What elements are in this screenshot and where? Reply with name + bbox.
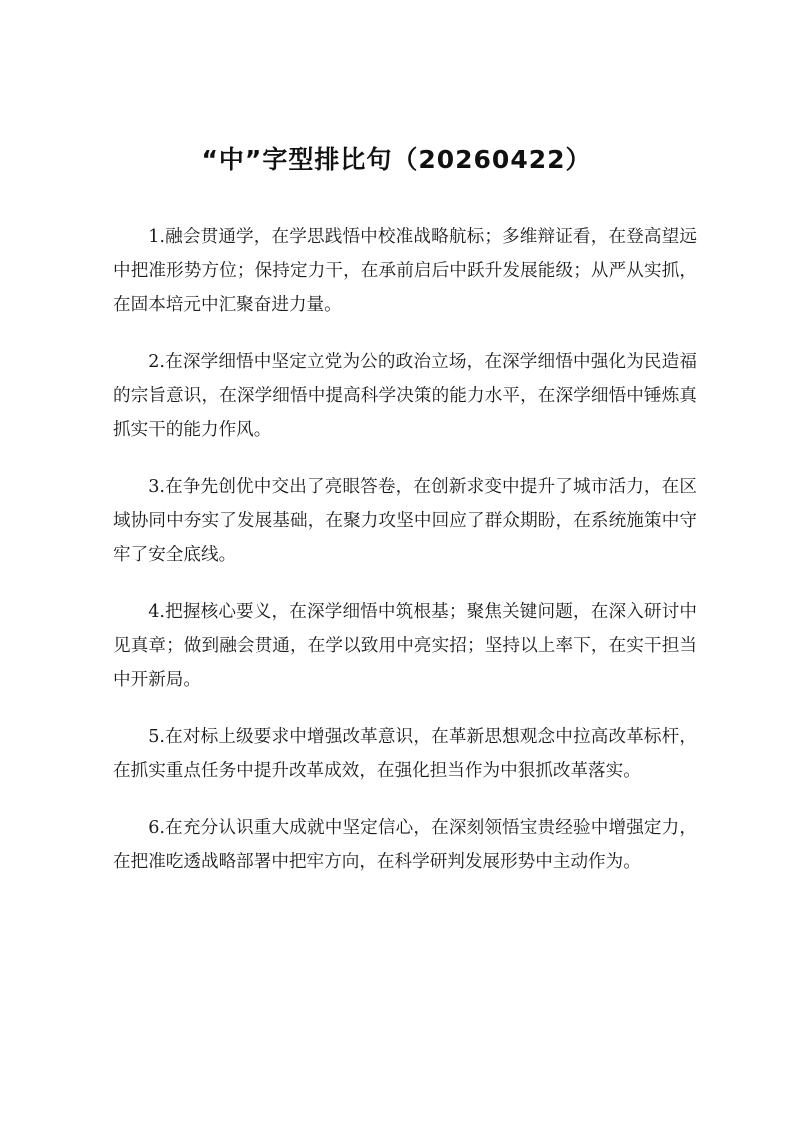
document-title: “中”字型排比句（20260422） bbox=[201, 145, 592, 174]
document-body bbox=[113, 220, 697, 902]
paragraph-5: 5.在对标上级要求中增强改革意识，在革新思想观念中拉高改革标杆，在抓实重点任务中提升改革成效，在强化担当作为中狠抓改革落实。 bbox=[113, 727, 697, 781]
paragraph-3: 3.在争先创优中交出了亮眼答卷，在创新求变中提升了城市活力，在区域协同中夯实了发展基础，在聚力攻坚中回应了群众期盼，在系统施策中守牢了安全底线。 bbox=[113, 477, 697, 565]
paragraph-2: 2.在深学细悟中坚定立党为公的政治立场，在深学细悟中强化为民造福的宗旨意识，在深学细悟中提高科学决策的能力水平，在深学细悟中锤炼真抓实干的能力作风。 bbox=[113, 352, 697, 440]
paragraph-6: 6.在充分认识重大成就中坚定信心，在深刻领悟宝贵经验中增强定力，在把准吃透战略部署中把牢方向，在科学研判发展形势中主动作为。 bbox=[113, 818, 697, 872]
paragraph-1: 1.融会贯通学，在学思践悟中校准战略航标；多维辩证看，在登高望远中把准形势方位；保持定力干，在承前启后中跃升发展能级；从严从实抓，在固本培元中汇聚奋进力量。 bbox=[113, 227, 697, 315]
paragraph-4: 4.把握核心要义，在深学细悟中筑根基；聚焦关键问题，在深入研讨中见真章；做到融会贯通，在学以致用中亮实招；坚持以上率下，在实干担当中开新局。 bbox=[113, 602, 697, 690]
